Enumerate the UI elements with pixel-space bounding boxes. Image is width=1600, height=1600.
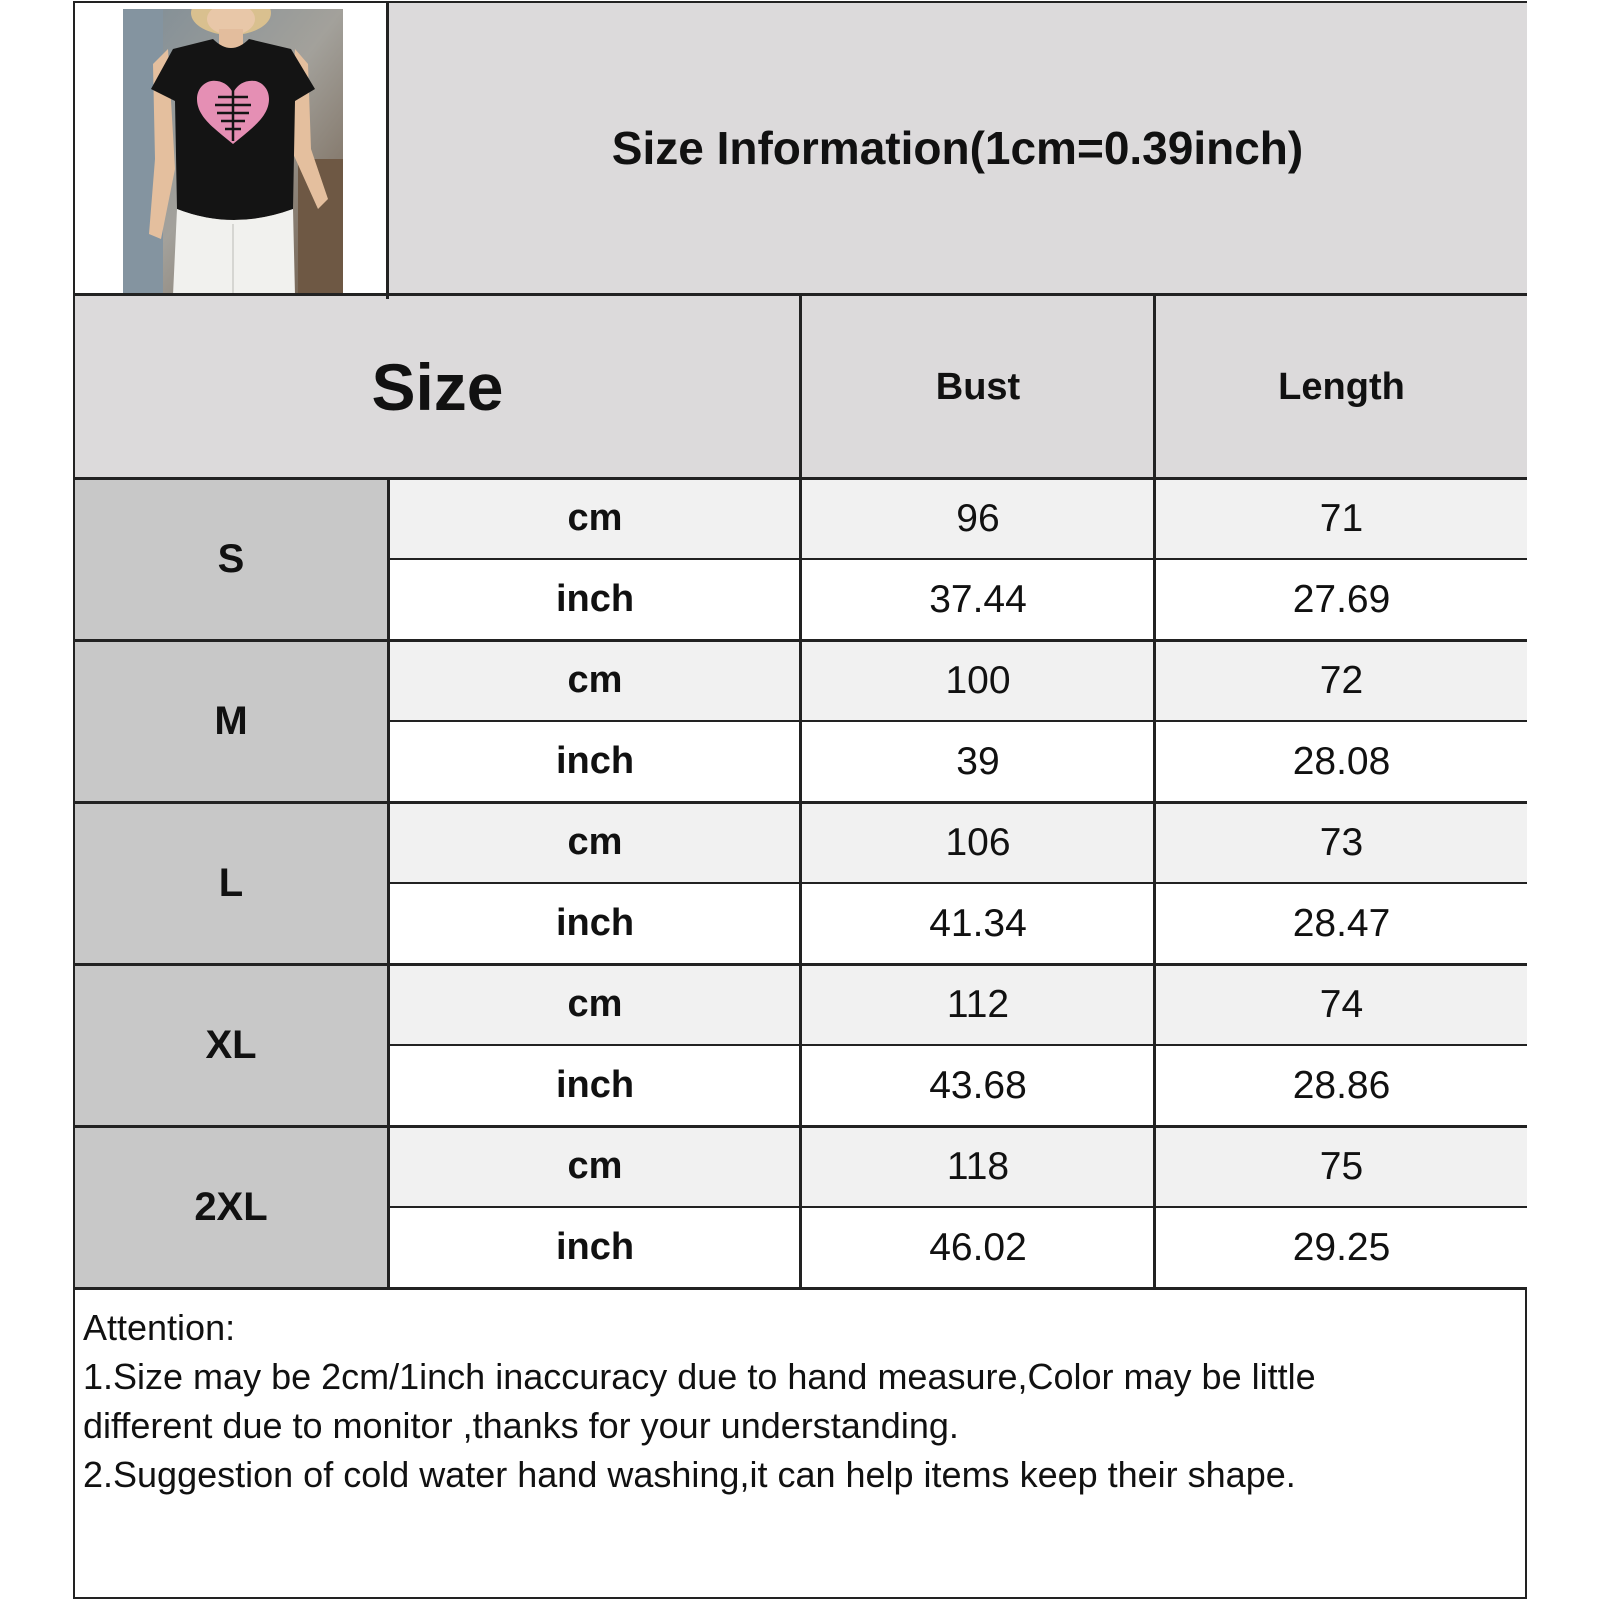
grid-line [387,1044,1527,1046]
grid-line [75,801,1527,804]
grid-line [387,882,1527,884]
bust-inch-value: 46.02 [802,1208,1154,1287]
product-photo [123,9,343,295]
size-label-xl: XL [75,965,387,1125]
length-cm-value: 72 [1156,641,1527,720]
length-inch-value: 27.69 [1156,560,1527,639]
attention-heading: Attention: [83,1307,236,1348]
length-cm-value: 71 [1156,479,1527,558]
grid-line [386,3,389,299]
bust-inch-value: 43.68 [802,1046,1154,1125]
length-inch-value: 28.86 [1156,1046,1527,1125]
bust-cm-value: 100 [802,641,1154,720]
unit-cm: cm [390,965,800,1044]
size-label-2xl: 2XL [75,1127,387,1287]
unit-cm: cm [390,479,800,558]
grid-line [387,720,1527,722]
size-chart-sheet [73,1,1527,1599]
size-column-header: Size [75,296,800,478]
size-label-s: S [75,479,387,639]
bust-cm-value: 118 [802,1127,1154,1206]
unit-inch: inch [390,1208,800,1287]
bust-column-header: Bust [802,296,1154,478]
unit-inch: inch [390,722,800,801]
bust-cm-value: 96 [802,479,1154,558]
attention-notes [83,1303,1503,1499]
bust-inch-value: 41.34 [802,884,1154,963]
note-line-2: 2.Suggestion of cold water hand washing,it can help items keep their shape. [83,1454,1296,1495]
unit-inch: inch [390,884,800,963]
grid-line [799,295,802,1288]
unit-cm: cm [390,1127,800,1206]
unit-inch: inch [390,560,800,639]
size-label-l: L [75,803,387,963]
model-tshirt-image [123,9,343,295]
length-inch-value: 28.47 [1156,884,1527,963]
product-photo-cell [75,3,394,300]
bust-inch-value: 39 [802,722,1154,801]
grid-line [387,1206,1527,1208]
length-column-header: Length [1156,296,1527,478]
length-cm-value: 74 [1156,965,1527,1044]
length-cm-value: 73 [1156,803,1527,882]
length-inch-value: 28.08 [1156,722,1527,801]
bust-inch-value: 37.44 [802,560,1154,639]
unit-inch: inch [390,1046,800,1125]
size-label-m: M [75,641,387,801]
grid-line [387,558,1527,560]
length-cm-value: 75 [1156,1127,1527,1206]
note-line-1a: 1.Size may be 2cm/1inch inaccuracy due to hand measure,Color may be little [83,1356,1316,1397]
unit-cm: cm [390,641,800,720]
grid-line [75,963,1527,966]
grid-line [75,1125,1527,1128]
unit-cm: cm [390,803,800,882]
size-info-title: Size Information(1cm=0.39inch) [388,3,1527,293]
grid-line [75,639,1527,642]
bust-cm-value: 106 [802,803,1154,882]
bust-cm-value: 112 [802,965,1154,1044]
grid-line [1153,295,1156,1288]
length-inch-value: 29.25 [1156,1208,1527,1287]
note-line-1b: different due to monitor ,thanks for your understanding. [83,1405,959,1446]
grid-line [75,1287,1527,1290]
